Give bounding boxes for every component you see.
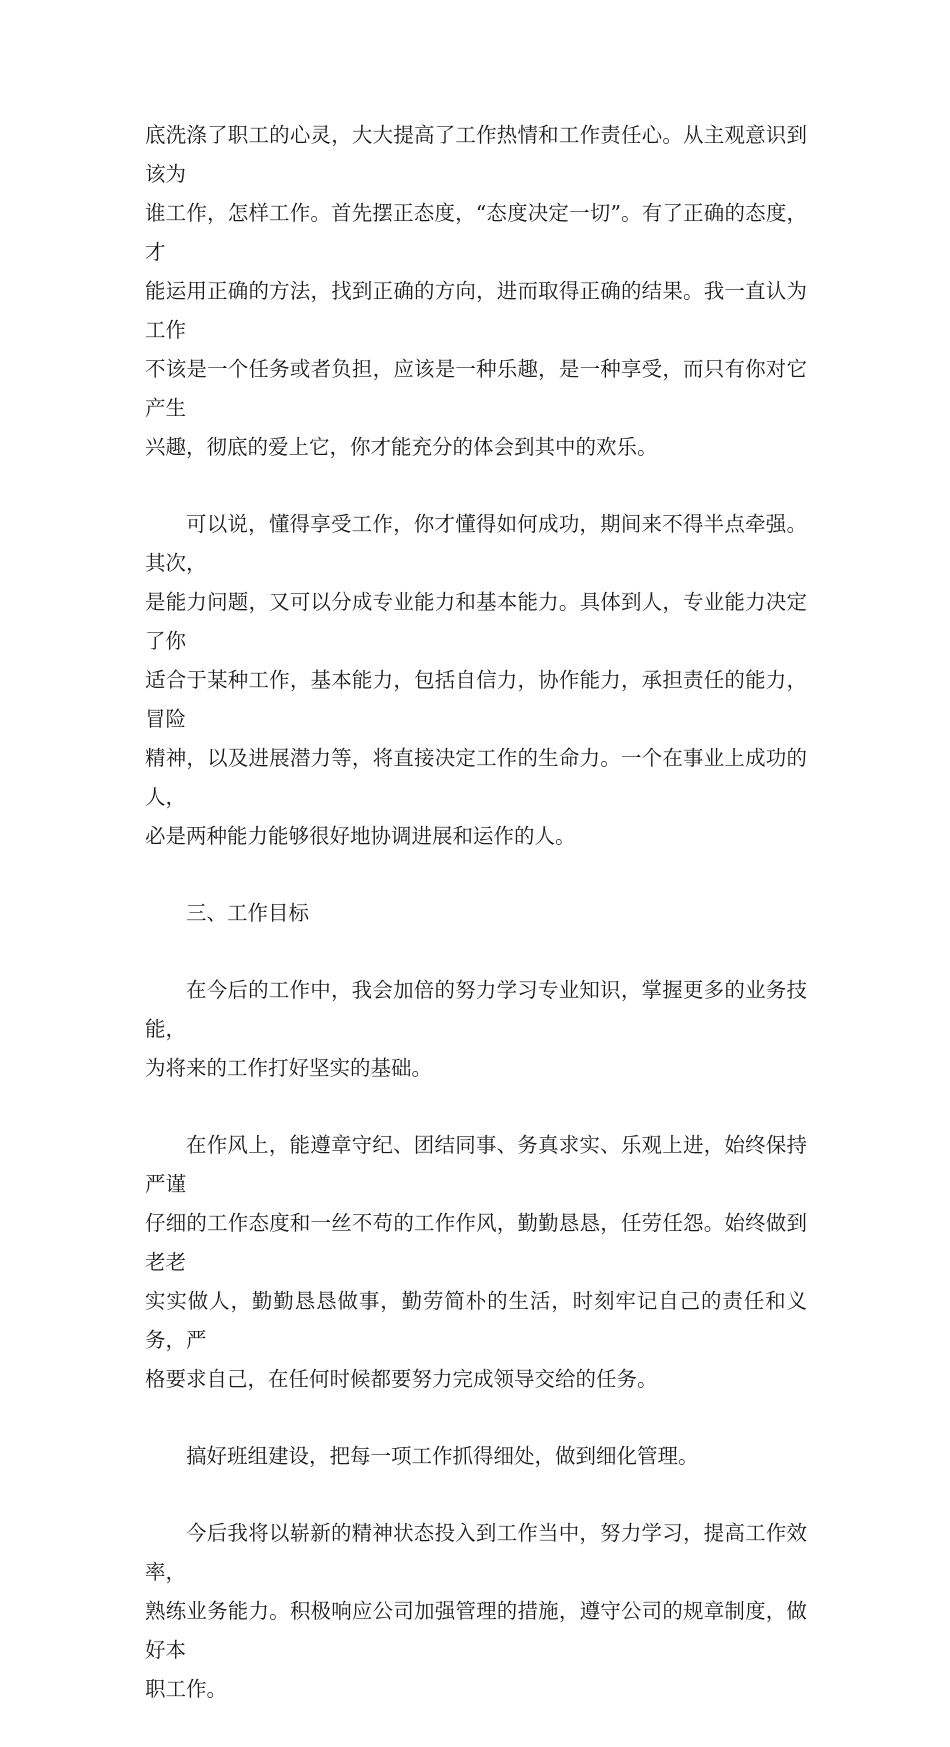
text-line: 搞好班组建设，把每一项工作抓得细处，做到细化管理。 [186,1444,699,1468]
text-line: 能运用正确的方法，找到正确的方向，进而取得正确的结果。我一直认为工作 [145,279,807,342]
text-line: 适合于某种工作，基本能力，包括自信力，协作能力，承担责任的能力，冒险 [145,668,807,731]
text-line: 熟练业务能力。积极响应公司加强管理的措施，遵守公司的规章制度，做好本 [145,1599,807,1662]
paragraph-6 [145,1514,807,1709]
text-line: 在作风上，能遵章守纪、团结同事、务真求实、乐观上进，始终保持严谨 [145,1133,807,1196]
text-line: 谁工作，怎样工作。首先摆正态度，“态度决定一切”。有了正确的态度，才 [145,201,807,264]
text-line: 职工作。 [145,1677,227,1701]
text-line: 底洗涤了职工的心灵，大大提高了工作热情和工作责任心。从主观意识到该为 [145,123,807,186]
section-heading [145,894,807,933]
text-line: 是能力问题，又可以分成专业能力和基本能力。具体到人，专业能力决定了你 [145,590,807,653]
text-line: 实实做人，勤勤恳恳做事，勤劳简朴的生活，时刻牢记自己的责任和义务，严 [145,1289,807,1352]
paragraph-1 [145,116,807,467]
text-line: 为将来的工作打好坚实的基础。 [145,1056,432,1080]
text-line: 在今后的工作中，我会加倍的努力学习专业知识，掌握更多的业务技能， [145,978,807,1041]
text-line: 精神，以及进展潜力等，将直接决定工作的生命力。一个在事业上成功的人， [145,746,807,809]
text-line: 兴趣，彻底的爱上它，你才能充分的体会到其中的欢乐。 [145,435,658,459]
text-line: 仔细的工作态度和一丝不苟的工作作风，勤勤恳恳，任劳任怨。始终做到老老 [145,1211,807,1274]
paragraph-5 [145,1437,807,1476]
text-line: 不该是一个任务或者负担，应该是一种乐趣，是一种享受，而只有你对它产生 [145,357,807,420]
heading-text: 三、工作目标 [186,901,309,925]
paragraph-3 [145,971,807,1088]
text-line: 格要求自己，在任何时候都要努力完成领导交给的任务。 [145,1367,658,1391]
text-line: 可以说，懂得享受工作，你才懂得如何成功，期间来不得半点牵强。其次， [145,512,807,575]
text-line: 今后我将以崭新的精神状态投入到工作当中，努力学习，提高工作效率， [145,1521,807,1584]
document-body [145,116,807,1747]
paragraph-2 [145,505,807,856]
paragraph-4 [145,1126,807,1399]
text-line: 必是两种能力能够很好地协调进展和运作的人。 [145,824,576,848]
